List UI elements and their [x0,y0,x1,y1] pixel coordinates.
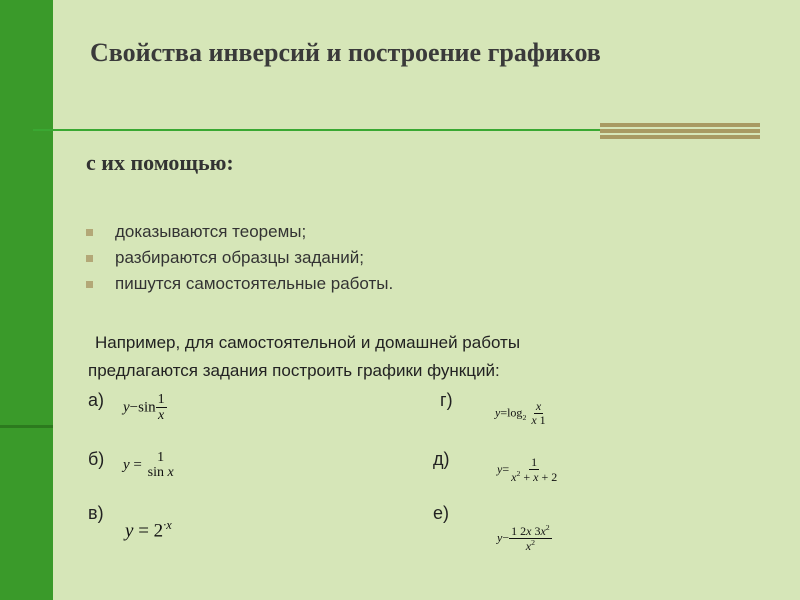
formula-g: $y=\log_2$ $\frac{x}{x 1}$ [495,399,546,428]
slide-subtitle: с их помощью: [86,150,234,175]
formula-d: y= $\frac{1}{x^2 + x + 2}$ [497,455,558,485]
decorative-stripes [600,123,760,139]
bullet-square-icon [86,255,93,262]
bullet-list [86,219,393,297]
bullet-item: пишутся самостоятельные работы. [86,271,393,297]
paragraph-line-1: Например, для самостоятельной и домашней работы [95,333,521,352]
bullet-square-icon [86,229,93,236]
side-bar-divider [0,425,53,428]
formula-a: y−sin $\frac{1}{x}$ [123,392,165,424]
bullet-item: доказываются теоремы; [86,219,393,245]
item-label-e: е) [433,503,450,523]
item-label-v: в) [88,503,104,523]
title-underline [33,129,600,131]
bullet-item: разбираются образцы заданий; [86,245,393,271]
paragraph-line-2: предлагаются задания построить графики функций: [88,361,500,380]
item-label-d: д) [433,449,450,469]
item-label-b: б) [88,449,105,469]
bullet-square-icon [86,281,93,288]
formula-v: $y = 2^{\cdot x}$ [125,518,172,542]
item-label-a: а) [88,390,105,410]
slide-title: Свойства инверсий и построение графиков [90,38,601,67]
item-label-g: г) [440,390,453,410]
formula-b: y = 1 sin x [123,450,174,481]
formula-e: y− $\frac{1 2x 3x^2}{x^2}$ [497,523,550,554]
side-bar [0,0,53,600]
